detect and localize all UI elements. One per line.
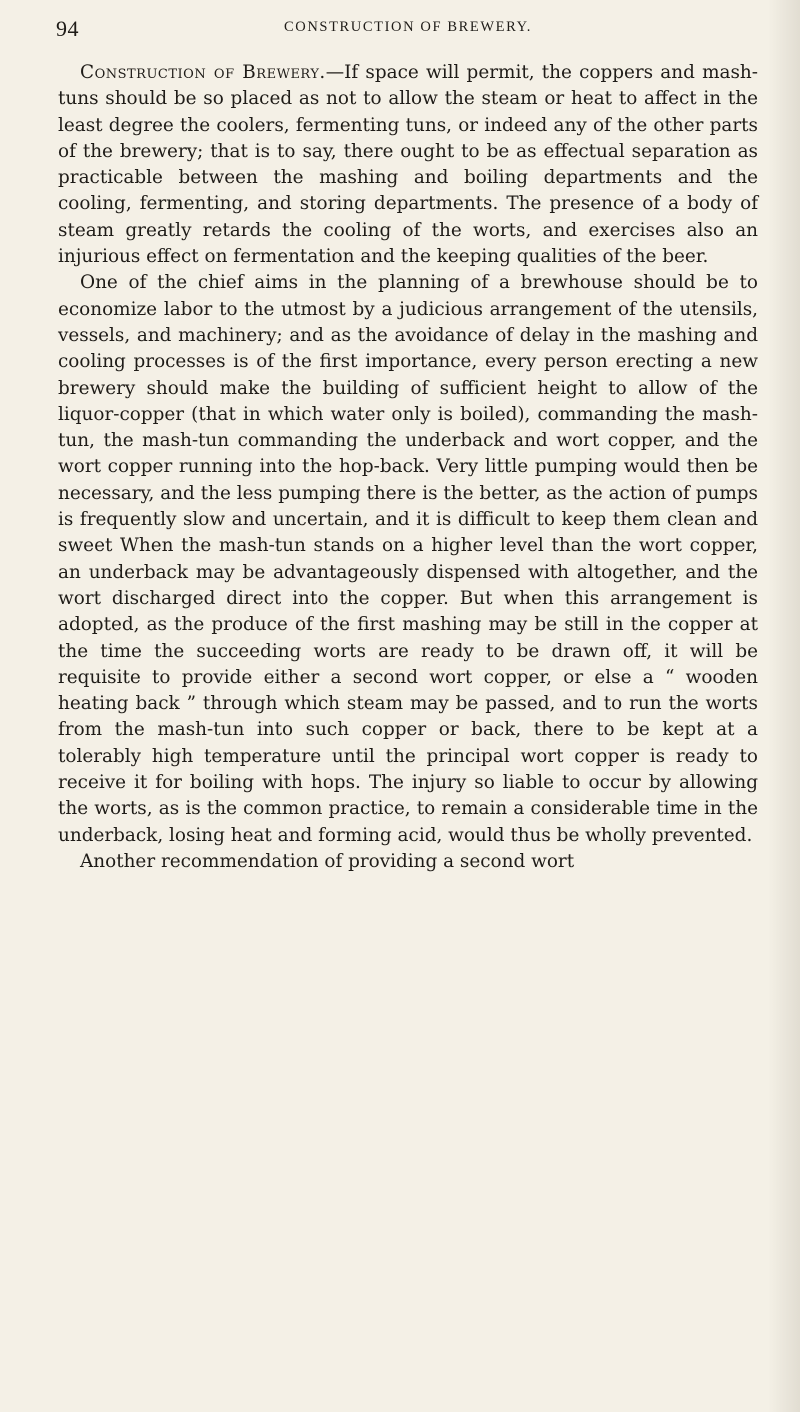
running-head [56, 16, 760, 46]
paragraph-text: Another recommendation of providing a second wort [80, 850, 575, 872]
paragraph-text: One of the chief aims in the planning of a brewhouse should be to economize labor to the utmost by a judicious arrangement of the utensils, vessels, and machinery; and as the avoidance of delay in the mashing and cooling processes is of the first importance, every person erecting a new brewery should make the building of sufficient height to allow of the liquor-copper (that in which water only is boiled), commanding the mash-tun, the mash-tun commanding the underback and wort copper, and the wort copper running into the hop-back. Very little pumping would then be necessary, and the less pumping there is the better, as the action of pumps is frequently slow and uncertain, and it is difficult to keep them clean and sweet When the mash-tun stands on a higher level than the wort copper, an underback may be advantageously dispensed with altogether, and the wort discharged direct into the copper. But when this arrangement is adopted, as the produce of the first mashing may be still in the copper at the time the succeeding worts are ready to be drawn off, it will be requisite to provide either a second wort copper, or else a “ wooden heating back ” through which steam may be passed, and to run the worts from the mash-tun into such copper or back, there to be kept at a tolerably high temperature until the principal wort copper is ready to receive it for boiling with hops. The injury so liable to occur by allowing the worts, as is the common practice, to remain a considerable time in the underback, losing heat and forming acid, would thus be wholly prevented. [58, 272, 758, 846]
paragraph-planning [58, 270, 758, 849]
body-text [58, 60, 758, 875]
paragraph-construction [58, 60, 758, 270]
section-lead: Construction of Brewery. [80, 62, 326, 83]
page-number: 94 [56, 16, 79, 41]
paragraph-recommendation [58, 849, 758, 875]
running-title: CONSTRUCTION OF BREWERY. [283, 19, 532, 35]
paragraph-text: —If space will permit, the coppers and mash-tuns should be so placed as not to allow the steam or heat to affect in the least degree the coolers, fermenting tuns, or indeed any of the other parts of the brewery; that is to say, there ought to be as effectual separation as practicable between the mashing and boiling departments and the cooling, fermenting, and storing departments. The presence of a body of steam greatly retards the cooling of the worts, and exercises also an injurious effect on fermentation and the keeping qualities of the beer. [58, 62, 758, 268]
